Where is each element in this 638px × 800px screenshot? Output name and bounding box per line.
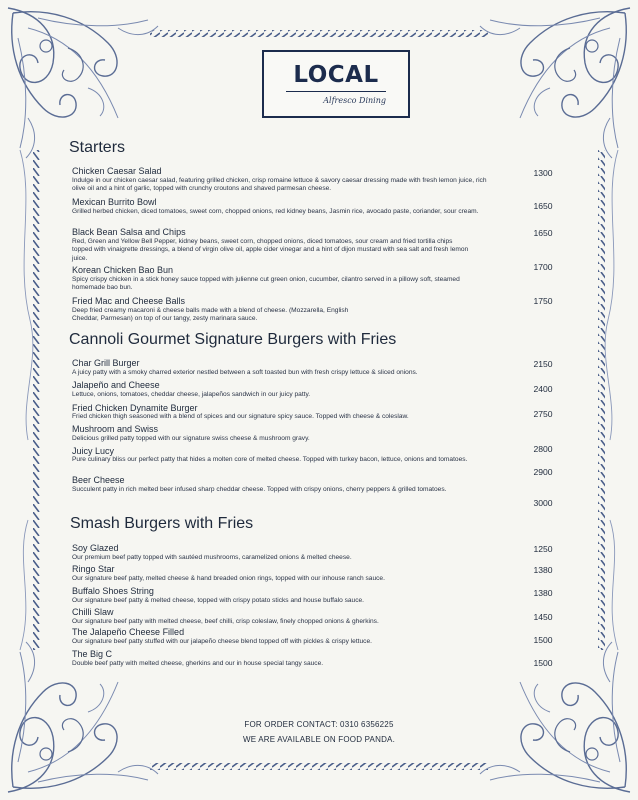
item-name: Buffalo Shoes String xyxy=(72,586,154,596)
item-description: Fried chicken thigh seasoned with a blend of spices and our signature spicy sauce. Topped with cheese & coleslaw. xyxy=(72,413,409,420)
item-price: 1650 xyxy=(533,201,553,211)
item-name: Soy Glazed xyxy=(72,543,119,553)
item-description: Grilled herbed chicken, diced tomatoes, sweet corn, chopped onions, red kidney beans, Jasmin rice, avocado paste, coriander, sour cream. xyxy=(72,208,479,215)
item-price: 1380 xyxy=(533,588,553,598)
item-price: 1700 xyxy=(533,262,553,272)
item-description: Our signature beef patty, melted cheese & hand breaded onion rings, topped with our inhouse ranch sauce. xyxy=(72,575,385,582)
item-description: A juicy patty with a smoky charred exterior nestled between a soft toasted bun with fresh crispy lettuce & sliced onions. xyxy=(72,369,418,376)
item-price: 1500 xyxy=(533,658,553,668)
item-name: Black Bean Salsa and Chips xyxy=(72,227,186,237)
rope-border-bottom xyxy=(150,763,488,770)
item-description: Succulent patty in rich melted beer infused sharp cheddar cheese. Topped with crispy onions, cherry peppers & grilled tomatoes. xyxy=(72,486,447,493)
item-name: The Big C xyxy=(72,649,113,659)
item-name: Jalapeño and Cheese xyxy=(72,380,160,390)
item-price: 1500 xyxy=(533,635,553,645)
item-price: 1650 xyxy=(533,228,553,238)
item-description: Double beef patty with melted cheese, gherkins and our in house special tangy sauce. xyxy=(72,660,324,667)
item-description: Lettuce, onions, tomatoes, cheddar cheese, jalapeños sandwich in our juicy patty. xyxy=(72,391,311,398)
item-description: Our signature beef patty with melted cheese, beef chilli, crisp coleslaw, finely chopped onions & gherkins. xyxy=(72,618,379,625)
section-title-starters: Starters xyxy=(69,139,126,156)
item-name: Ringo Star xyxy=(72,564,115,574)
item-price: 2400 xyxy=(533,384,553,394)
item-description: Our signature beef patty stuffed with our jalapeño cheese blend topped off with pickles & crispy lettuce. xyxy=(72,638,372,645)
item-name: Juicy Lucy xyxy=(72,446,115,456)
item-price: 1750 xyxy=(533,296,553,306)
item-description: Indulge in our chicken caesar salad, featuring grilled chicken, crisp romaine lettuce & savory caesar dressing made with fresh lemon juice, rich olive oil and a hint of garlic, topped with crunchy croutons and shaved parmesan cheese. xyxy=(72,177,487,193)
item-description: Spicy crispy chicken in a stick honey sauce topped with julienne cut green onion, cucumber, cilantro served in a pillowy soft, steamed homemade bao bun. xyxy=(72,276,460,292)
item-name: Mushroom and Swiss xyxy=(72,424,159,434)
baroque-scroll-icon xyxy=(8,8,158,158)
item-name: The Jalapeño Cheese Filled xyxy=(72,627,185,637)
item-price: 1300 xyxy=(533,168,553,178)
rope-border-left xyxy=(33,150,40,650)
item-name: Beer Cheese xyxy=(72,475,125,485)
baroque-scroll-icon xyxy=(480,8,630,158)
item-price: 2900 xyxy=(533,467,553,477)
item-name: Korean Chicken Bao Bun xyxy=(72,265,174,275)
item-description: Deep fried creamy macaroni & cheese balls made with a blend of cheese. (Mozzarella, English Cheddar, Parmesan) on top of our tangy, zesty marinara sauce. xyxy=(72,307,349,323)
item-name: Fried Chicken Dynamite Burger xyxy=(72,403,198,413)
item-price: 2750 xyxy=(533,409,553,419)
food-panda-line: WE ARE AVAILABLE ON FOOD PANDA. xyxy=(242,735,396,744)
section-title-smash: Smash Burgers with Fries xyxy=(70,515,254,532)
item-name: Mexican Burrito Bowl xyxy=(72,197,157,207)
item-name: Char Grill Burger xyxy=(72,358,140,368)
section-title-cannoli: Cannoli Gourmet Signature Burgers with Fries xyxy=(69,331,397,348)
logo-divider xyxy=(286,91,386,92)
item-name: Chicken Caesar Salad xyxy=(72,166,162,176)
item-price: 1380 xyxy=(533,565,553,575)
item-description: Our signature beef patty & melted cheese, topped with crispy potato sticks and house buffalo sauce. xyxy=(72,597,365,604)
item-name: Fried Mac and Cheese Balls xyxy=(72,296,186,306)
item-price: 3000 xyxy=(533,498,553,508)
item-description: Delicious grilled patty topped with our signature swiss cheese & mushroom gravy. xyxy=(72,435,310,442)
logo-subtitle: Alfresco Dining xyxy=(323,96,386,105)
logo xyxy=(262,50,410,118)
item-price: 2800 xyxy=(533,444,553,454)
order-contact-line: FOR ORDER CONTACT: 0310 6356225 xyxy=(244,720,394,729)
item-description: Red, Green and Yellow Bell Pepper, kidney beans, sweet corn, chopped onions, diced tomatoes, sour cream and fried tortilla chips topped with vinaigrette dressings, a blend of virgin olive oil, apple cider vinegar and a hint of dijon mustard with sea salt and fresh lemon juice. xyxy=(72,238,469,262)
item-price: 1450 xyxy=(533,612,553,622)
item-price: 1250 xyxy=(533,544,553,554)
item-name: Chilli Slaw xyxy=(72,607,114,617)
rope-border-top xyxy=(150,30,488,37)
item-description: Our premium beef patty topped with sautéed mushrooms, caramelized onions & melted cheese. xyxy=(72,554,352,561)
rope-border-right xyxy=(598,150,605,650)
item-description: Pure culinary bliss our perfect patty that hides a molten core of melted cheese. Topped with turkey bacon, lettuce, onions and tomatoes. xyxy=(72,456,468,463)
item-price: 2150 xyxy=(533,359,553,369)
logo-title: LOCAL xyxy=(293,62,379,88)
